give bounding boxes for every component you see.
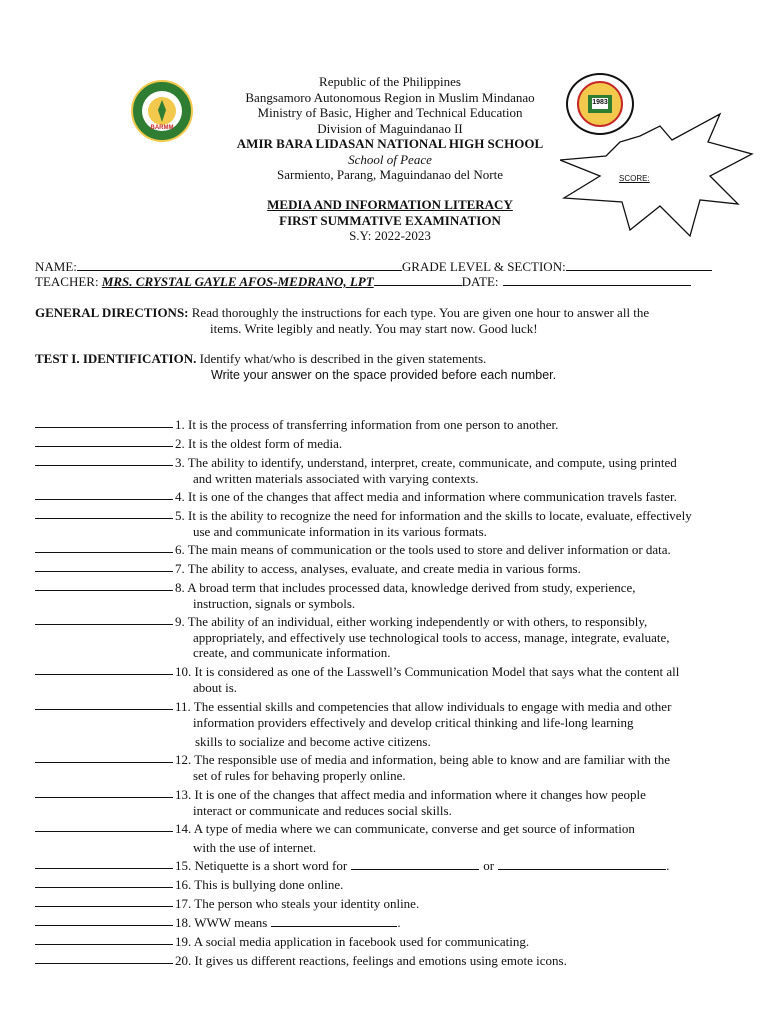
answer-blank[interactable]	[35, 925, 173, 926]
question-continuation: set of rules for behaving properly online.	[193, 767, 406, 783]
left-seal-text: BARMM	[150, 125, 174, 131]
name-field[interactable]	[77, 259, 402, 271]
www-meaning-blank[interactable]	[271, 915, 397, 927]
header-region: Bangsamoro Autonomous Region in Muslim Mindanao	[245, 89, 535, 105]
question-line: 5. It is the ability to recognize the need for information and the skills to locate, evaluate, effectively	[175, 508, 692, 523]
question-text	[175, 858, 750, 874]
test1-header	[35, 351, 486, 366]
answer-blank[interactable]	[35, 518, 173, 519]
question-line: 2. It is the oldest form of media.	[175, 436, 343, 451]
question-line: 16. This is bullying done online.	[175, 877, 344, 892]
question-line: 15. Netiquette is a short word for	[175, 858, 348, 873]
question-text	[175, 614, 750, 661]
name-label: NAME:	[35, 259, 77, 274]
answer-blank[interactable]	[35, 552, 173, 553]
answer-blank[interactable]	[35, 762, 173, 763]
question-text	[175, 542, 750, 558]
answer-blank[interactable]	[35, 465, 173, 466]
question-line: 10. It is considered as one of the Lasswell’s Communication Model that says what the content all	[175, 664, 680, 679]
question-text	[175, 417, 750, 433]
question-line: 12. The responsible use of media and information, being able to know and are familiar with the	[175, 752, 671, 767]
answer-blank[interactable]	[35, 427, 173, 428]
question-text	[175, 489, 750, 505]
name-row	[35, 259, 712, 274]
answer-blank[interactable]	[35, 887, 173, 888]
question-continuation: appropriately, and effectively use technological tools to access, manage, integrate, evaluate,	[193, 629, 670, 645]
question-continuation: information providers effectively and develop critical thinking and life-long learning	[193, 714, 634, 730]
answer-blank[interactable]	[35, 499, 173, 500]
question-text	[175, 561, 750, 577]
question-line: 11. The essential skills and competencies that allow individuals to engage with media and other	[175, 699, 672, 714]
answer-blank[interactable]	[35, 674, 173, 675]
header-republic: Republic of the Philippines	[319, 74, 461, 89]
question-continuation: instruction, signals or symbols.	[193, 595, 356, 611]
teacher-name: MRS. CRYSTAL GAYLE AFOS-MEDRANO, LPT	[101, 274, 374, 289]
period-mark: .	[397, 915, 401, 930]
netiquette-blank-2[interactable]	[498, 858, 666, 870]
exam-school-year: S.Y: 2022-2023	[349, 228, 431, 243]
header-ministry: Ministry of Basic, Higher and Technical Education	[257, 105, 523, 120]
question-line: 19. A social media application in facebook used for communicating.	[175, 934, 530, 949]
question-text	[175, 455, 750, 486]
question-line: 6. The main means of communication or the tools used to store and deliver information or data.	[175, 542, 671, 557]
exam-title: FIRST SUMMATIVE EXAMINATION	[279, 212, 501, 228]
question-text	[175, 508, 750, 539]
question-continuation: interact or communicate and reduces social skills.	[193, 802, 452, 818]
netiquette-blank-1[interactable]	[351, 858, 479, 870]
answer-blank[interactable]	[35, 944, 173, 945]
answer-blank[interactable]	[35, 446, 173, 447]
grade-label: GRADE LEVEL & SECTION:	[401, 259, 566, 274]
right-logo-year: 1983	[592, 99, 608, 106]
question-text	[175, 699, 750, 750]
question-text	[175, 877, 750, 893]
question-text	[175, 821, 750, 855]
teacher-label: TEACHER:	[35, 274, 99, 289]
question-line: 3. The ability to identify, understand, interpret, create, communicate, and compute, using printed	[175, 455, 677, 470]
question-line: 7. The ability to access, analyses, evaluate, and create media in various forms.	[175, 561, 581, 576]
question-text	[175, 436, 750, 452]
test1-instruction-2: Write your answer on the space provided before each number.	[211, 368, 557, 382]
question-text	[175, 915, 750, 931]
question-text	[175, 896, 750, 912]
question-continuation: with the use of internet.	[193, 839, 317, 855]
answer-blank[interactable]	[35, 590, 173, 591]
date-label: DATE:	[461, 274, 499, 289]
question-line: 18. WWW means	[175, 915, 268, 930]
question-continuation: skills to socialize and become active citizens.	[195, 734, 431, 749]
exam-subject: MEDIA AND INFORMATION LITERACY	[267, 197, 513, 212]
answer-blank[interactable]	[35, 906, 173, 907]
answer-blank[interactable]	[35, 797, 173, 798]
general-directions	[35, 305, 750, 320]
period-mark: .	[666, 858, 670, 873]
header-division: Division of Maguindanao II	[317, 120, 463, 136]
question-line: 17. The person who steals your identity online.	[175, 896, 420, 911]
question-line: 13. It is one of the changes that affect media and information where it changes how people	[175, 787, 646, 802]
date-field[interactable]	[503, 274, 691, 286]
question-line: 4. It is one of the changes that affect media and information where communication travels faster.	[175, 489, 677, 504]
question-text	[175, 580, 750, 611]
teacher-row	[35, 274, 691, 289]
answer-blank[interactable]	[35, 963, 173, 964]
question-continuation: about is.	[193, 679, 238, 695]
question-continuation: create, and communicate information.	[193, 645, 391, 660]
answer-blank[interactable]	[35, 571, 173, 572]
question-text	[175, 934, 750, 950]
test1-label: TEST I. IDENTIFICATION.	[35, 351, 197, 366]
question-line: 14. A type of media where we can communicate, converse and get source of information	[175, 821, 635, 836]
school-name: AMIR BARA LIDASAN NATIONAL HIGH SCHOOL	[236, 136, 544, 151]
question-text	[175, 752, 750, 783]
or-label: or	[483, 858, 495, 873]
answer-blank[interactable]	[35, 709, 173, 710]
grade-section-field[interactable]	[566, 259, 712, 271]
question-line: 1. It is the process of transferring information from one person to another.	[175, 417, 559, 432]
question-text	[175, 787, 750, 818]
question-line: 9. The ability of an individual, either working independently or with others, to responsibly,	[175, 614, 648, 629]
question-continuation: use and communicate information in its various formats.	[193, 523, 487, 539]
exam-title-block	[0, 197, 768, 244]
question-text	[175, 953, 750, 969]
test1-instruction-1: Identify what/who is described in the given statements.	[199, 351, 487, 366]
answer-blank[interactable]	[35, 868, 173, 869]
directions-label: GENERAL DIRECTIONS:	[35, 305, 189, 320]
school-address: Sarmiento, Parang, Maguindanao del Norte	[277, 167, 503, 182]
question-line: 20. It gives us different reactions, feelings and emotions using emote icons.	[175, 953, 567, 968]
school-motto: School of Peace	[348, 151, 432, 167]
question-line: 8. A broad term that includes processed data, knowledge derived from study, experience,	[175, 580, 636, 595]
teacher-underline	[374, 274, 462, 286]
answer-blank[interactable]	[35, 624, 173, 625]
question-continuation: and written materials associated with varying contexts.	[193, 470, 479, 486]
directions-text-1: Read thoroughly the instructions for each type. You are given one hour to answer all the	[191, 305, 650, 320]
question-text	[175, 664, 750, 695]
score-label: SCORE:	[619, 174, 650, 183]
answer-blank[interactable]	[35, 831, 173, 832]
school-header	[0, 74, 768, 183]
directions-text-2: items. Write legibly and neatly. You may start now. Good luck!	[210, 321, 538, 336]
